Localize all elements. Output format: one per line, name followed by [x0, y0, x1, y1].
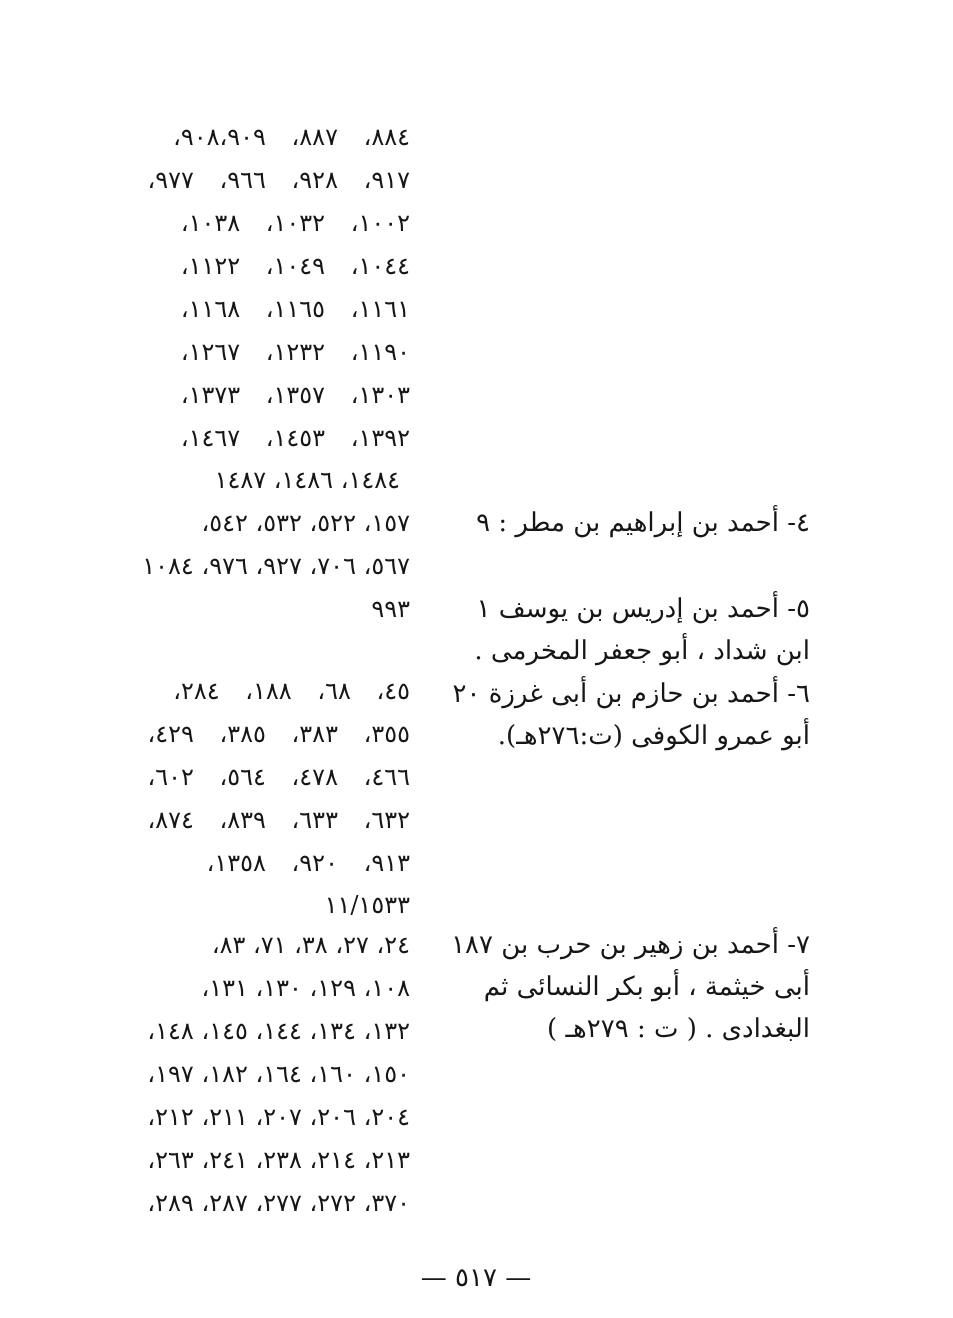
index-entry-name: ٧- أحمد بن زهير بن حرب بن ١٨٧	[451, 930, 810, 960]
page-reference-line: ٨٨٤، ٨٨٧، ٩٠٨،٩٠٩،	[173, 123, 410, 151]
page-reference-line: ٩١٣، ٩٢٠، ١٣٥٨،	[206, 849, 410, 877]
page-reference-line: ١٣٠٣، ١٣٥٧، ١٣٧٣،	[180, 381, 410, 409]
page-reference-line: ٤٦٦، ٤٧٨، ٥٦٤، ٦٠٢،	[147, 763, 410, 791]
page-reference-line: ١٥٧، ٥٢٢، ٥٣٢، ٥٤٢،	[201, 509, 410, 537]
page-reference-line: ٩١٧، ٩٢٨، ٩٦٦، ٩٧٧،	[147, 166, 410, 194]
page-reference-line: ٢٠٤، ٢٠٦، ٢٠٧، ٢١١، ٢١٢،	[147, 1103, 410, 1131]
page-reference-line: ٣٥٥، ٣٨٣، ٣٨٥، ٤٢٩،	[147, 720, 410, 748]
index-entry-detail: أبو عمرو الكوفى (ت:٢٧٦هـ).	[497, 721, 810, 751]
page-reference-line: ١٣٢، ١٣٤، ١٤٤، ١٤٥، ١٤٨،	[147, 1017, 410, 1045]
page-reference-line: ٢٤، ٢٧، ٣٨، ٧١، ٨٣،	[211, 931, 410, 959]
index-entry-name: ٤- أحمد بن إبراهيم بن مطر : ٩	[476, 508, 810, 538]
page-reference-line: ١٣٩٢، ١٤٥٣، ١٤٦٧،	[180, 424, 410, 452]
index-entry-name: ٦- أحمد بن حازم بن أبى غرزة ٢٠	[452, 679, 810, 709]
page-reference-line: ٩٩٣	[371, 595, 410, 623]
page-reference-line: ٢١٣، ٢١٤، ٢٣٨، ٢٤١، ٢٦٣،	[147, 1146, 410, 1174]
index-entry-detail: البغدادى . ( ت : ٢٧٩هـ )	[547, 1014, 810, 1044]
page-reference-line: ١١/١٥٣٣	[324, 891, 410, 919]
index-entry-detail: أبى خيثمة ، أبو بكر النسائى ثم	[483, 972, 810, 1002]
page-number: — ٥١٧ —	[420, 1263, 532, 1293]
page-reference-line: ٥٦٧، ٧٠٦، ٩٢٧، ٩٧٦، ١٠٨٤	[142, 552, 410, 580]
page-reference-line: ١١٩٠، ١٢٣٢، ١٢٦٧،	[180, 338, 410, 366]
page-reference-line: ١٤٨٤، ١٤٨٦، ١٤٨٧	[214, 466, 400, 494]
index-entry-detail: ابن شداد ، أبو جعفر المخرمى .	[474, 636, 810, 666]
page-reference-line: ١٠٠٢، ١٠٣٢، ١٠٣٨،	[180, 209, 410, 237]
page-reference-line: ١١٦١، ١١٦٥، ١١٦٨،	[180, 295, 410, 323]
page-reference-line: ٤٥، ٦٨، ١٨٨، ٢٨٤،	[173, 677, 410, 705]
index-entry-name: ٥- أحمد بن إدريس بن يوسف ١	[476, 594, 810, 624]
page-reference-line: ١٥٠، ١٦٠، ١٦٤، ١٨٢، ١٩٧،	[147, 1060, 410, 1088]
page-reference-line: ١٠٨، ١٢٩، ١٣٠، ١٣١،	[201, 974, 410, 1002]
page-reference-line: ١٠٤٤، ١٠٤٩، ١١٢٢،	[180, 252, 410, 280]
page-reference-line: ٦٣٢، ٦٣٣، ٨٣٩، ٨٧٤،	[147, 806, 410, 834]
page-reference-line: ٣٧٠، ٢٧٢، ٢٧٧، ٢٨٧، ٢٨٩،	[147, 1189, 410, 1217]
